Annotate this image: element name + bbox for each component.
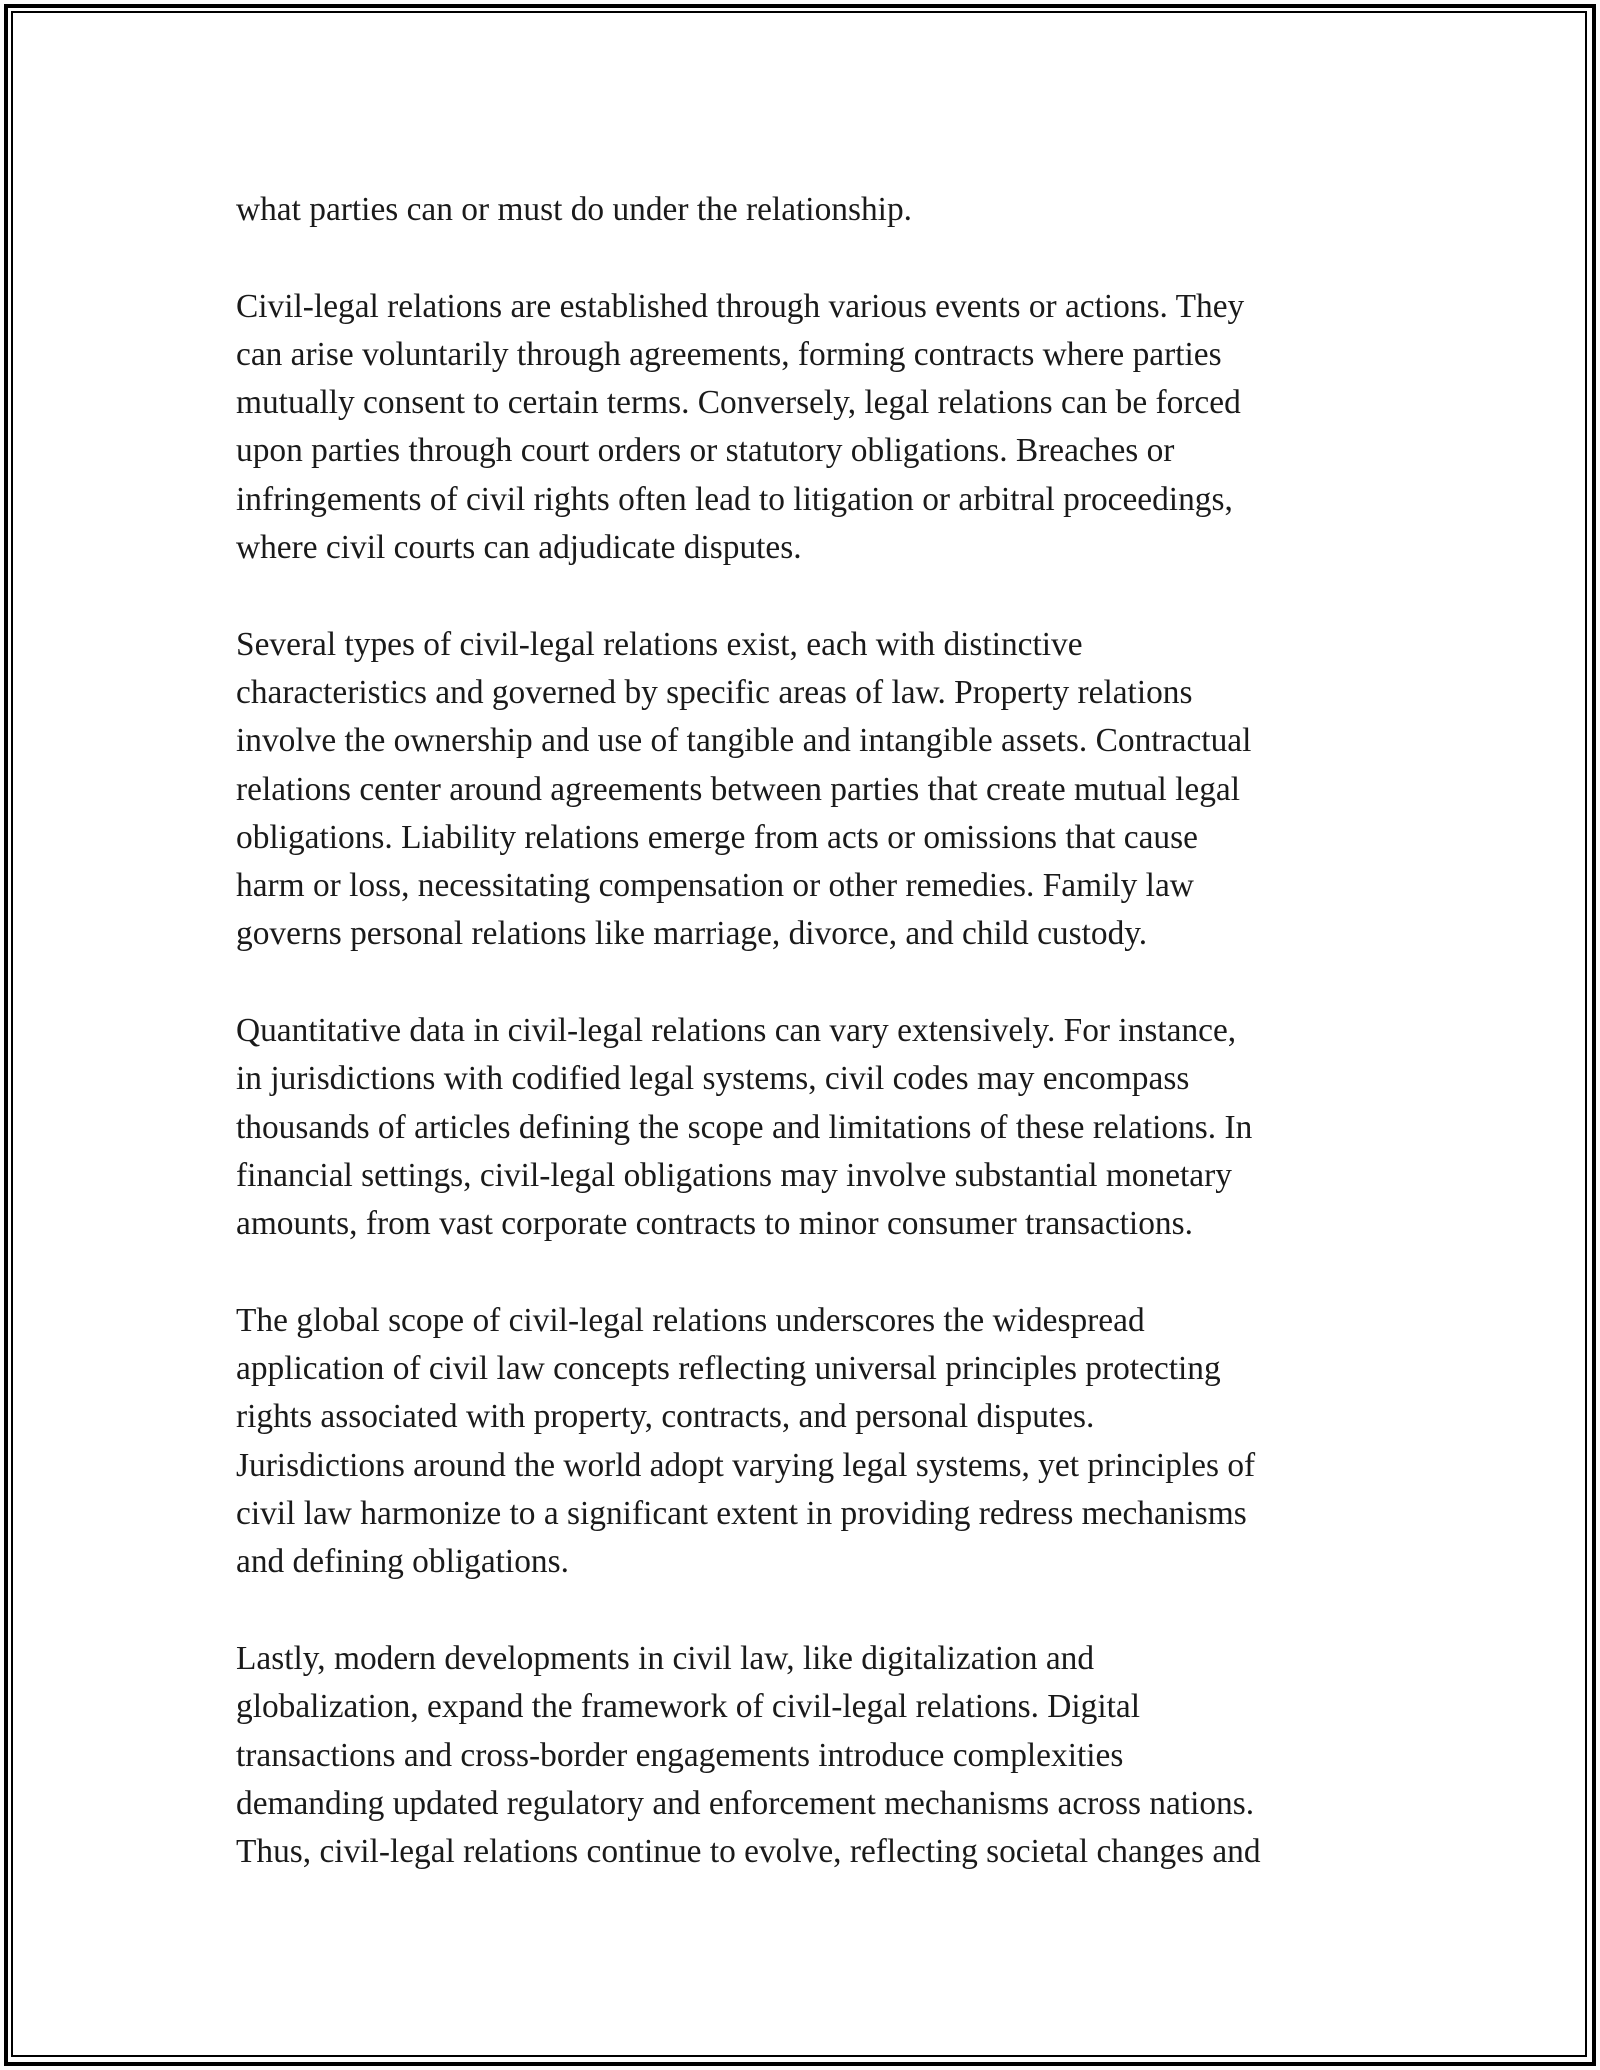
text-line: Jurisdictions around the world adopt varying legal systems, yet principles of [236, 1446, 1256, 1484]
text-line: can arise voluntarily through agreements, forming contracts where parties [236, 335, 1222, 373]
text-line: involve the ownership and use of tangible and intangible assets. Contractual [236, 722, 1252, 760]
text-line: where civil courts can adjudicate disputes. [236, 529, 802, 567]
text-line: Lastly, modern developments in civil law, like digitalization and [236, 1639, 1095, 1677]
text-line: Several types of civil-legal relations exist, each with distinctive [236, 625, 1083, 663]
text-line: globalization, expand the framework of civil-legal relations. Digital [236, 1688, 1141, 1726]
text-line: infringements of civil rights often lead to litigation or arbitral proceedings, [236, 480, 1233, 518]
text-line: in jurisdictions with codified legal systems, civil codes may encompass [236, 1060, 1190, 1098]
text-line: transactions and cross-border engagements introduce complexities [236, 1736, 1124, 1774]
text-line: obligations. Liability relations emerge from acts or omissions that cause [236, 818, 1198, 856]
text-line: characteristics and governed by specific areas of law. Property relations [236, 673, 1193, 711]
paragraph-4 [236, 1007, 1416, 1248]
text-line: The global scope of civil-legal relations underscores the widespread [236, 1301, 1145, 1339]
text-line: mutually consent to certain terms. Conversely, legal relations can be forced [236, 384, 1241, 422]
text-line: Quantitative data in civil-legal relations can vary extensively. For instance, [236, 1012, 1237, 1050]
text-line: thousands of articles defining the scope and limitations of these relations. In [236, 1108, 1253, 1146]
text-line: demanding updated regulatory and enforcement mechanisms across nations. [236, 1784, 1255, 1822]
text-line: amounts, from vast corporate contracts to minor consumer transactions. [236, 1205, 1193, 1243]
text-line: Thus, civil-legal relations continue to evolve, reflecting societal changes and [236, 1833, 1261, 1871]
text-line: application of civil law concepts reflecting universal principles protecting [236, 1350, 1221, 1388]
text-line: relations center around agreements between parties that create mutual legal [236, 770, 1241, 808]
text-line: what parties can or must do under the relationship. [236, 191, 912, 228]
text-line: Civil-legal relations are established through various events or actions. They [236, 287, 1245, 325]
paragraph-1 [236, 186, 1416, 234]
paragraph-5 [236, 1297, 1416, 1587]
text-line: financial settings, civil-legal obligations may involve substantial monetary [236, 1156, 1232, 1194]
paragraph-2 [236, 283, 1416, 573]
text-line: harm or loss, necessitating compensation or other remedies. Family law [236, 867, 1194, 905]
text-line: and defining obligations. [236, 1543, 569, 1581]
text-line: upon parties through court orders or statutory obligations. Breaches or [236, 432, 1175, 470]
paragraph-6 [236, 1635, 1416, 1876]
paragraph-3 [236, 621, 1416, 959]
document-body [236, 186, 1416, 1925]
text-line: civil law harmonize to a significant extent in providing redress mechanisms [236, 1495, 1247, 1533]
text-line: governs personal relations like marriage, divorce, and child custody. [236, 915, 1148, 953]
text-line: rights associated with property, contracts, and personal disputes. [236, 1398, 1095, 1436]
